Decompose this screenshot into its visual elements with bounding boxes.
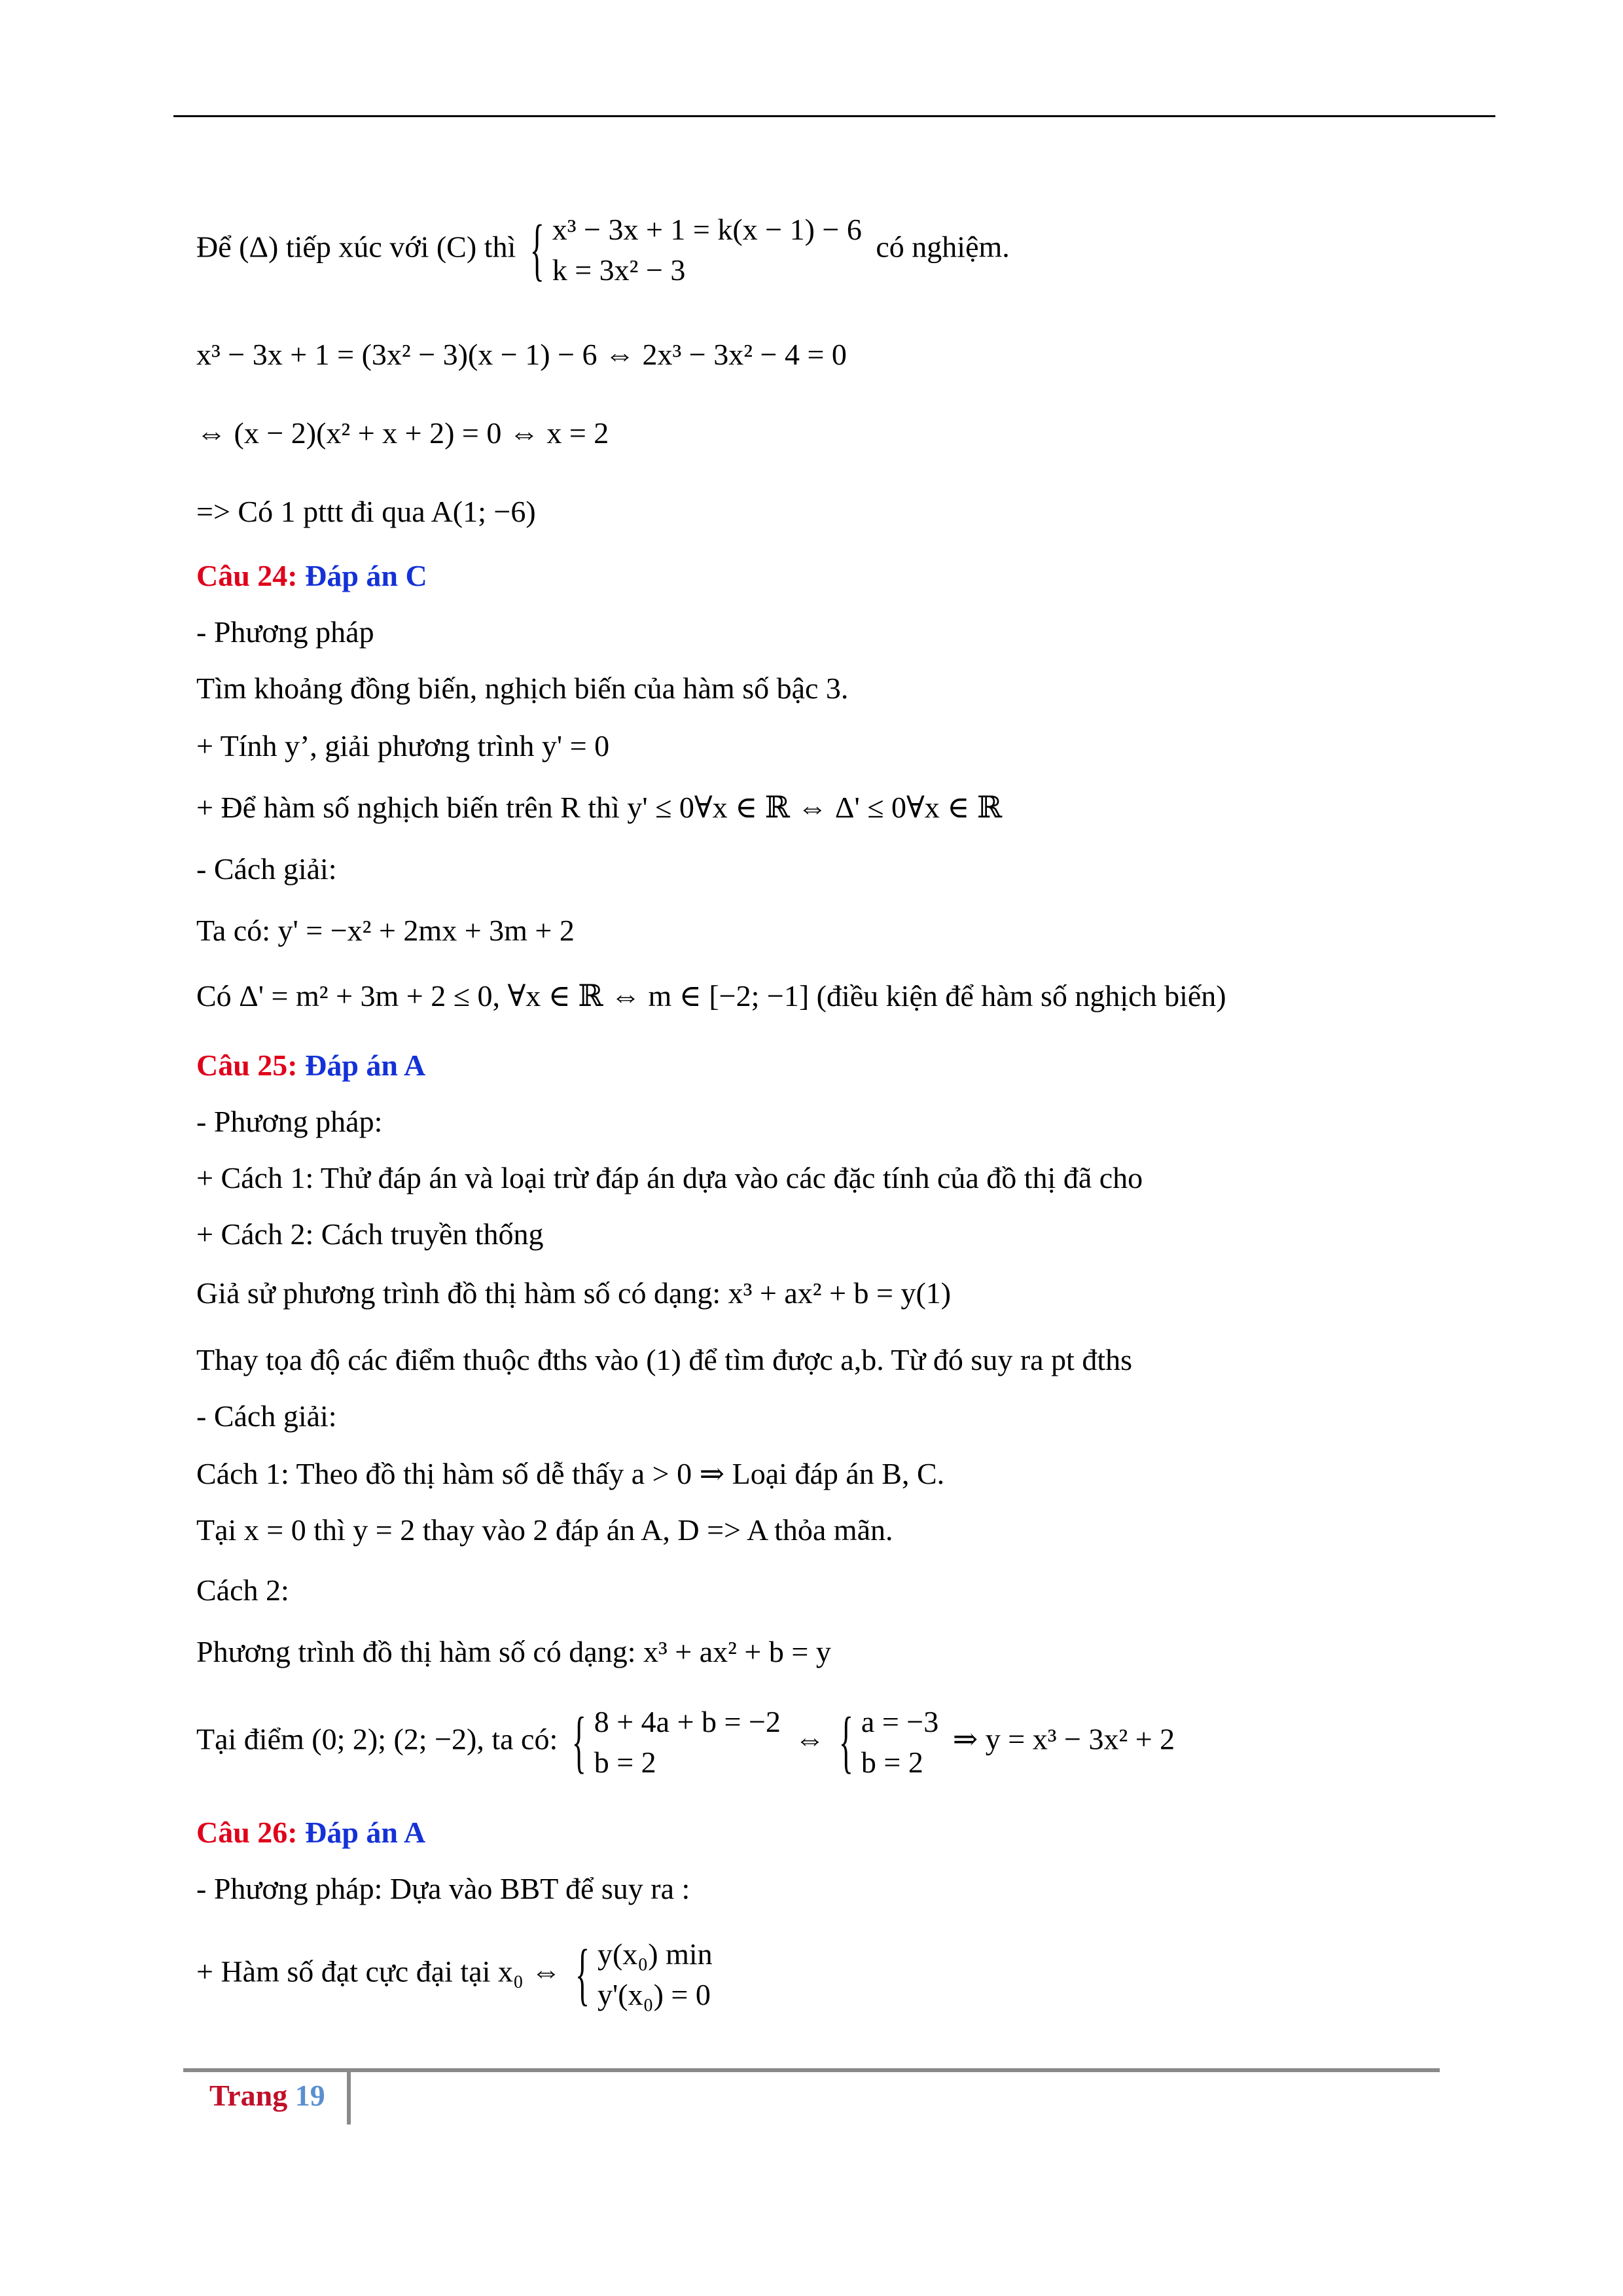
equation-system — [572, 1702, 781, 1783]
text: + Hàm số đạt cực đại tại x₀ ⇔ — [196, 1954, 562, 1988]
system-row: { x³ − 3x + 1 = k(x − 1) − 6 — [552, 213, 862, 246]
text-line: Có Δ' = m² + 3m + 2 ≤ 0, ∀x ∈ ℝ ⇔ m ∈ [−2; −1] (điều kiện để hàm số nghịch biến) — [196, 979, 1226, 1013]
system-row: b = 2 — [861, 1746, 923, 1779]
system-row: k = 3x² − 3 — [552, 253, 686, 287]
footer-rule — [183, 2068, 1440, 2072]
equation-line: x³ − 3x + 1 = (3x² − 3)(x − 1) − 6 ⇔ 2x³ − 3x² − 4 = 0 — [196, 338, 847, 371]
text-line: Cách 2: — [196, 1573, 289, 1607]
text: Để (Δ) tiếp xúc với (C) thì — [196, 230, 516, 264]
text-line: Cách 1: Theo đồ thị hàm số dễ thấy a > 0 ⇒ Loại đáp án B, C. — [196, 1457, 945, 1490]
text-line: - Phương pháp — [196, 615, 374, 649]
answer-label: Đáp án A — [305, 1049, 426, 1082]
tangent-condition-line — [196, 209, 1010, 291]
max-condition-line — [196, 1934, 719, 2015]
text-line: Phương trình đồ thị hàm số có dạng: x³ + ax² + b = y — [196, 1635, 831, 1668]
text: Tại điểm (0; 2); (2; −2), ta có: — [196, 1722, 558, 1756]
text: có nghiệm. — [876, 230, 1010, 264]
answer-label: Đáp án C — [305, 559, 427, 592]
system-row: b = 2 — [594, 1746, 656, 1779]
equation-system — [575, 1934, 713, 2015]
footer-divider — [347, 2072, 351, 2125]
equivalence-symbol: ⇔ — [794, 1722, 825, 1756]
question-label: Câu 26: — [196, 1816, 298, 1849]
equation-system — [839, 1702, 938, 1783]
text-line: Tại x = 0 thì y = 2 thay vào 2 đáp án A, D => A thỏa mãn. — [196, 1513, 893, 1547]
system-row: { y(x₀) min — [597, 1937, 713, 1971]
equation-line: ⇔ (x − 2)(x² + x + 2) = 0 ⇔ x = 2 — [196, 416, 609, 450]
text-line: + Cách 1: Thử đáp án và loại trừ đáp án dựa vào các đặc tính của đồ thị đã cho — [196, 1161, 1143, 1194]
question-26-heading — [196, 1813, 425, 1852]
page-number: 19 — [294, 2079, 325, 2112]
text-line: Giả sử phương trình đồ thị hàm số có dạng: x³ + ax² + b = y(1) — [196, 1276, 952, 1310]
system-row: { a = −3 — [861, 1705, 939, 1738]
text-line: + Để hàm số nghịch biến trên R thì y' ≤ 0∀x ∈ ℝ ⇔ Δ' ≤ 0∀x ∈ ℝ — [196, 791, 1003, 824]
header-rule — [173, 115, 1495, 117]
question-label: Câu 24: — [196, 559, 298, 592]
system-row: y'(x₀) = 0 — [597, 1978, 711, 2011]
question-25-heading — [196, 1046, 425, 1085]
system-row: { 8 + 4a + b = −2 — [594, 1705, 781, 1738]
question-24-heading — [196, 556, 427, 596]
text-line: - Phương pháp: — [196, 1105, 383, 1138]
equation-system — [530, 209, 862, 291]
page-footer — [209, 2078, 325, 2113]
question-label: Câu 25: — [196, 1049, 298, 1082]
text-line: - Cách giải: — [196, 1399, 337, 1433]
text: ⇒ y = x³ − 3x² + 2 — [952, 1722, 1175, 1756]
conclusion-line: => Có 1 pttt đi qua A(1; −6) — [196, 495, 536, 528]
page-label: Trang — [209, 2079, 288, 2112]
equation-line: Ta có: y' = −x² + 2mx + 3m + 2 — [196, 914, 575, 947]
text-line: Thay tọa độ các điểm thuộc đths vào (1) để tìm được a,b. Từ đó suy ra pt đths — [196, 1343, 1133, 1376]
text-line: - Cách giải: — [196, 852, 337, 886]
text-line: Tìm khoảng đồng biến, nghịch biến của hàm số bậc 3. — [196, 672, 849, 705]
text-line: + Cách 2: Cách truyền thống — [196, 1217, 544, 1251]
points-system-line — [196, 1702, 1175, 1783]
text-line: - Phương pháp: Dựa vào BBT để suy ra : — [196, 1872, 690, 1905]
text-line: + Tính y’, giải phương trình y' = 0 — [196, 729, 610, 762]
answer-label: Đáp án A — [305, 1816, 426, 1849]
